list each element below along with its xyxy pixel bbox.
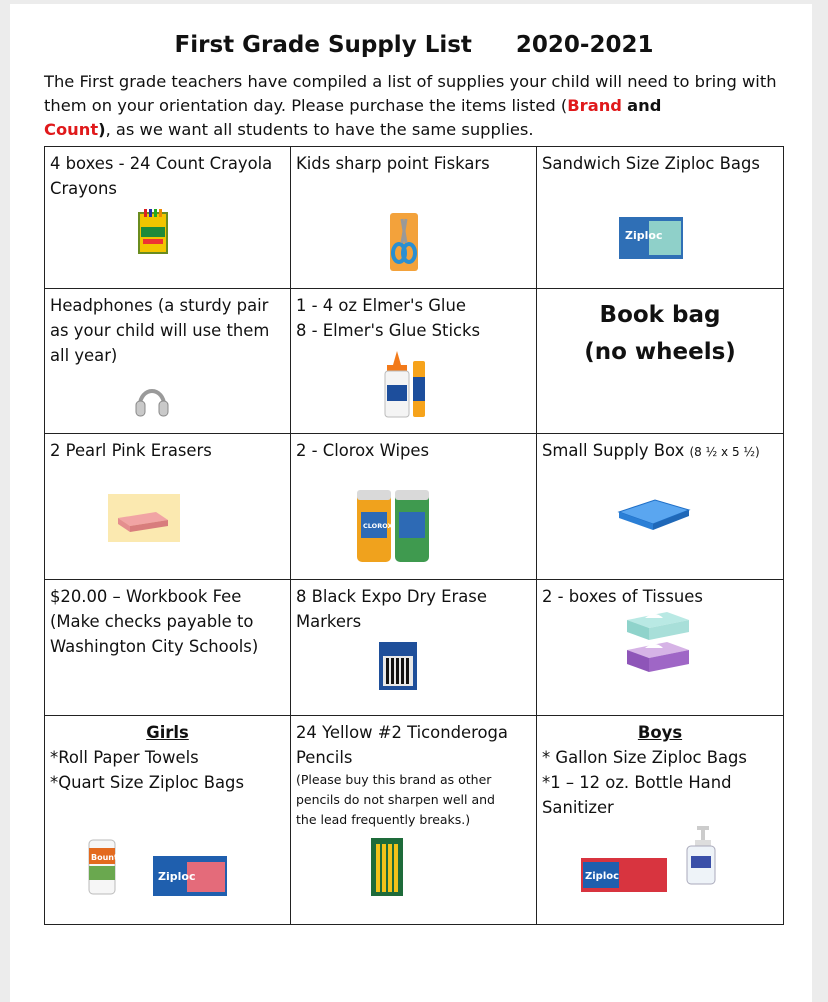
cell-tissues <box>537 580 784 716</box>
headphones-line-2: as your child will use them <box>50 321 270 340</box>
bounty-logo-text: Bounty <box>91 853 124 862</box>
cell-workbook-fee <box>45 580 291 716</box>
crayons-line-1: 4 boxes - 24 Count Crayola <box>50 154 273 173</box>
pencils-note-1: (Please buy this brand as other <box>296 772 492 787</box>
ziploc-logo-text: Ziploc <box>625 229 663 242</box>
cell-headphones <box>45 289 291 434</box>
ziploc-quart-image <box>153 856 227 896</box>
clorox-wipes-image <box>355 488 431 564</box>
cell-erasers <box>45 434 291 580</box>
headphones-image <box>135 383 169 419</box>
ticonderoga-pencils-image <box>371 838 403 896</box>
expo-markers-image <box>379 642 417 690</box>
cell-sandwich-bags <box>537 147 784 289</box>
crayola-box-image <box>138 209 168 255</box>
intro-brand: Brand <box>567 96 622 115</box>
intro-count: Count <box>44 120 99 139</box>
clorox-logo-text: CLOROX <box>363 522 393 530</box>
cell-glue <box>291 289 537 434</box>
girls-item-1: *Roll Paper Towels <box>50 748 199 767</box>
girls-heading: Girls <box>146 723 189 742</box>
tissues-label: 2 - boxes of Tissues <box>542 587 703 606</box>
expo-line-1: 8 Black Expo Dry Erase <box>296 587 487 606</box>
cell-clorox <box>291 434 537 580</box>
bounty-towels-image <box>87 836 124 896</box>
pink-eraser-image <box>108 494 180 542</box>
boys-item-2: *1 – 12 oz. Bottle Hand <box>542 773 732 792</box>
workbook-line-1: $20.00 – Workbook Fee <box>50 587 242 606</box>
pencils-note-3: the lead frequently breaks.) <box>296 812 471 827</box>
intro-text-start: The First grade teachers have compiled a list of supplies your child will need to bring with them on your orientation day. Please purchase the items listed ( <box>44 72 777 115</box>
intro-text-end: , as we want all students to have the same supplies. <box>105 120 534 139</box>
cell-pencils <box>291 716 537 925</box>
headphones-line-1: Headphones (a sturdy pair <box>50 296 269 315</box>
fiskars-scissors-image <box>388 213 420 271</box>
book-bag-label: Book bag <box>599 302 721 328</box>
workbook-line-2: (Make checks payable to <box>50 612 254 631</box>
boys-heading: Boys <box>637 723 683 742</box>
fiskars-label: Kids sharp point Fiskars <box>296 154 490 173</box>
hand-sanitizer-image <box>683 826 717 886</box>
pencils-line-1: 24 Yellow #2 Ticonderoga <box>296 723 508 742</box>
sandwich-bags-label: Sandwich Size Ziploc Bags <box>542 154 760 173</box>
supply-box-image <box>615 498 691 532</box>
erasers-label: 2 Pearl Pink Erasers <box>50 441 212 460</box>
cell-supply-box <box>537 434 784 580</box>
ziploc-gallon-image <box>581 858 667 892</box>
pencils-line-2: Pencils <box>296 748 353 767</box>
cell-fiskars <box>291 147 537 289</box>
intro-and: and <box>627 96 662 115</box>
ziploc-gallon-logo: Ziploc <box>585 871 620 882</box>
page-title <box>0 32 828 58</box>
cell-girls <box>45 716 291 925</box>
expo-line-2: Markers <box>296 612 362 631</box>
crayons-line-2: Crayons <box>50 179 117 198</box>
tissue-boxes-image <box>625 610 691 676</box>
glue-line-1: 1 - 4 oz Elmer's Glue <box>296 296 466 315</box>
girls-item-2: *Quart Size Ziploc Bags <box>50 773 244 792</box>
glue-line-2: 8 - Elmer's Glue Sticks <box>296 321 481 340</box>
no-wheels-label: (no wheels) <box>584 339 736 365</box>
ziploc-sandwich-image <box>619 217 683 259</box>
ziploc-quart-logo: Ziploc <box>158 870 196 883</box>
school-year: 2020-2021 <box>515 32 654 58</box>
intro-paragraph: The First grade teachers have compiled a list of supplies your child will need to bring with them on your orientation day. Please purchase the items listed (Brand and Count), as we want all students to have the same supplies. <box>44 72 777 139</box>
clorox-label: 2 - Clorox Wipes <box>296 441 430 460</box>
elmers-glue-image <box>383 351 431 419</box>
headphones-line-3: all year) <box>50 346 118 365</box>
supply-table <box>44 146 784 925</box>
cell-expo-markers <box>291 580 537 716</box>
supply-box-size: (8 ½ x 5 ½) <box>689 445 760 459</box>
cell-crayons <box>45 147 291 289</box>
cell-boys <box>537 716 784 925</box>
pencils-note-2: pencils do not sharpen well and <box>296 792 495 807</box>
boys-item-3: Sanitizer <box>542 798 614 817</box>
workbook-line-3: Washington City Schools) <box>50 637 259 656</box>
boys-item-1: * Gallon Size Ziploc Bags <box>542 748 747 767</box>
cell-book-bag <box>537 289 784 434</box>
title-text: First Grade Supply List <box>174 32 472 58</box>
supply-box-label: Small Supply Box <box>542 441 685 460</box>
